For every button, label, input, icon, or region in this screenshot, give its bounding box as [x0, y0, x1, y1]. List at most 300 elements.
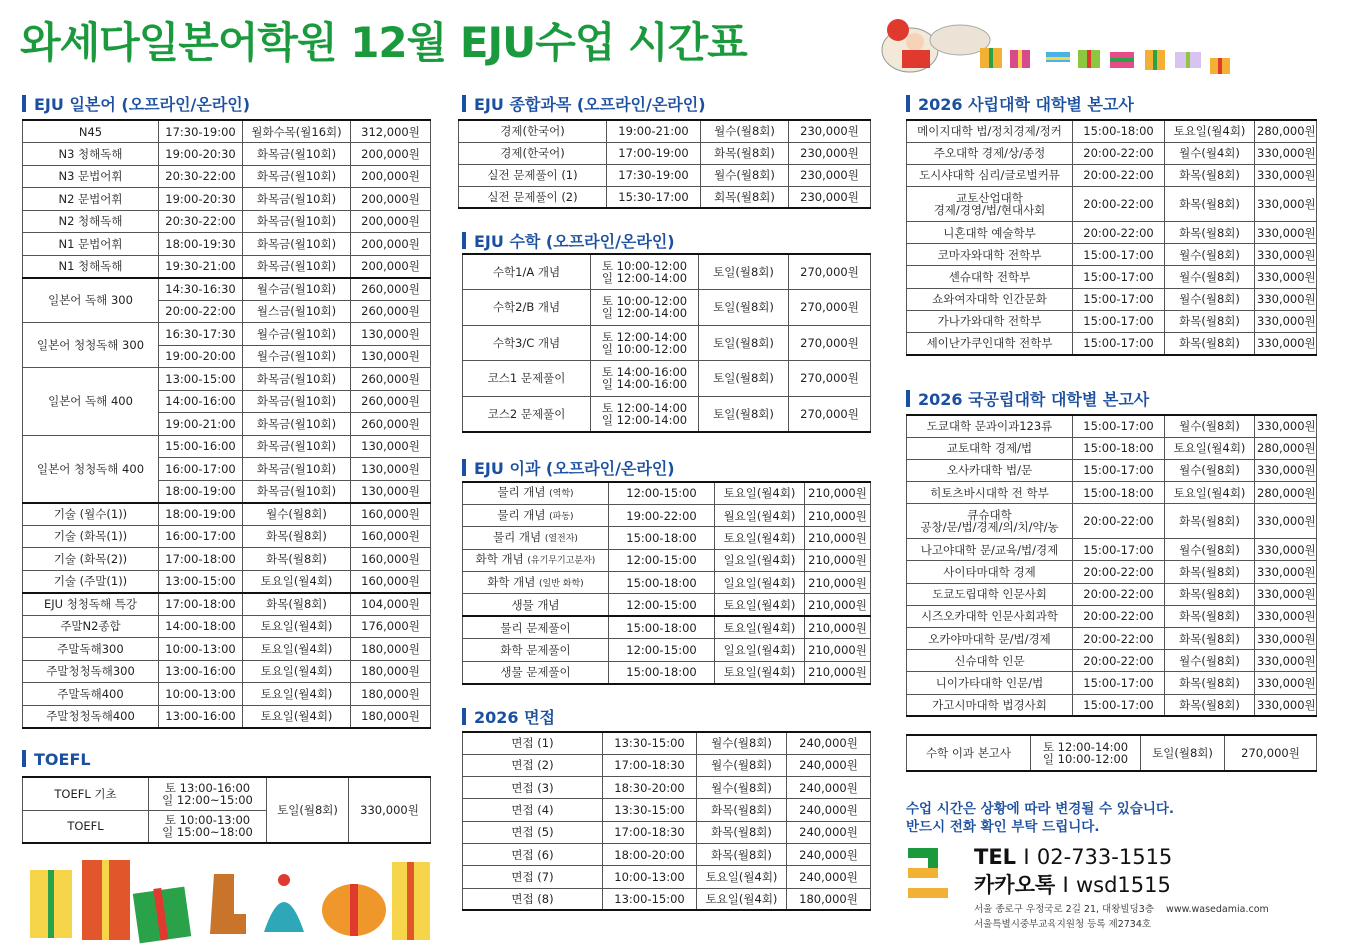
table-row	[23, 503, 431, 526]
class-time: 10:00-13:00	[159, 638, 243, 661]
class-time: 20:00-22:00	[1073, 583, 1165, 605]
section-sci: EJU 이과 (오프라인/온라인)	[462, 456, 675, 479]
class-time: 19:00-20:30	[159, 188, 243, 211]
class-price: 280,000원	[1255, 482, 1317, 504]
class-time: 16:00-17:00	[159, 525, 243, 548]
course-name: 코스1 문제풀이	[463, 361, 591, 397]
class-days: 토요일(월4회)	[243, 660, 351, 683]
table-row	[459, 120, 871, 142]
class-time: 15:00-18:00	[609, 572, 715, 594]
class-price: 330,000원	[1255, 561, 1317, 583]
course-name: 기술 (화목(2))	[23, 548, 159, 571]
class-price: 200,000원	[351, 188, 431, 211]
course-name: 면접 (5)	[463, 821, 603, 843]
class-time: 14:00-18:00	[159, 615, 243, 638]
class-time: 13:00-15:00	[159, 368, 243, 391]
class-days: 월수(월8회)	[701, 164, 789, 186]
table-row	[907, 244, 1317, 266]
class-time: 15:00-17:00	[1073, 459, 1165, 481]
class-price: 160,000원	[351, 503, 431, 526]
class-price: 330,000원	[1255, 222, 1317, 244]
class-time: 토 14:00-16:00 일 14:00-16:00	[591, 361, 699, 397]
toefl-course: TOEFL 기초	[23, 777, 149, 810]
registration: 서울특별시중부교육지원청 등록 제2734호	[974, 919, 1152, 930]
class-days: 화목금(월10회)	[243, 435, 351, 458]
class-price: 260,000원	[351, 390, 431, 413]
national-exam-table	[906, 414, 1317, 717]
class-price: 260,000원	[351, 278, 431, 301]
class-price: 210,000원	[805, 482, 871, 504]
university-name: 오사카대학 법/문	[907, 459, 1073, 481]
class-days: 화목(월8회)	[1165, 504, 1255, 539]
course-name: 생물 개념	[463, 594, 609, 616]
course-name: 화학 개념 (유기무기고분자)	[463, 549, 609, 571]
class-price: 330,000원	[1255, 539, 1317, 561]
class-price: 270,000원	[789, 325, 871, 361]
class-price: 330,000원	[1255, 266, 1317, 288]
class-days: 토요일(월4회)	[715, 616, 805, 638]
university-name: 도시샤대학 심리/글로벌커뮤	[907, 164, 1073, 186]
class-days: 토요일(월4회)	[1165, 482, 1255, 504]
university-name: 교토대학 경제/법	[907, 437, 1073, 459]
table-row	[907, 672, 1317, 694]
class-days: 화목(월8회)	[697, 799, 787, 821]
section-jp: EJU 일본어 (오프라인/온라인)	[22, 92, 250, 115]
class-price: 240,000원	[787, 843, 871, 865]
class-price: 330,000원	[1255, 142, 1317, 164]
class-time: 13:00-16:00	[159, 660, 243, 683]
class-days: 토일(월8회)	[699, 361, 789, 397]
table-row	[463, 799, 871, 821]
class-time: 15:00-18:00	[1073, 120, 1165, 142]
class-time: 13:00-15:00	[603, 888, 697, 910]
class-days: 화목(월8회)	[1165, 310, 1255, 332]
toefl-time: 토 13:00-16:00 일 12:00~15:00	[149, 777, 267, 810]
university-name: 니이가타대학 인문/법	[907, 672, 1073, 694]
class-days: 일요일(월4회)	[715, 572, 805, 594]
class-days: 화목(월8회)	[243, 525, 351, 548]
class-days: 토요일(월4회)	[1165, 120, 1255, 142]
class-price: 130,000원	[351, 435, 431, 458]
class-time: 20:00-22:00	[1073, 222, 1165, 244]
table-row	[907, 694, 1317, 716]
course-name: 면접 (6)	[463, 843, 603, 865]
class-days: 월스금(월10회)	[243, 300, 351, 323]
course-name: 주말청청독해400	[23, 705, 159, 728]
class-time: 15:00-17:00	[1073, 672, 1165, 694]
class-time: 16:00-17:00	[159, 458, 243, 481]
table-row	[907, 333, 1317, 355]
class-days: 화목금(월10회)	[243, 458, 351, 481]
class-price: 200,000원	[351, 255, 431, 278]
table-row	[907, 583, 1317, 605]
class-days: 월수(월8회)	[243, 503, 351, 526]
table-row	[23, 323, 431, 346]
section-private: 2026 사립대학 대학별 본고사	[906, 92, 1134, 115]
class-days: 화목금(월10회)	[243, 165, 351, 188]
table-row	[463, 732, 871, 754]
class-days: 화목(월8회)	[1165, 187, 1255, 222]
table-row	[907, 605, 1317, 627]
class-days: 화목금(월10회)	[243, 233, 351, 256]
class-days: 화목(월8회)	[1165, 628, 1255, 650]
class-price: 210,000원	[805, 572, 871, 594]
jp-schedule-table	[22, 119, 431, 729]
class-days: 토요일(월4회)	[1165, 437, 1255, 459]
class-time: 18:00-19:30	[159, 233, 243, 256]
table-row	[907, 120, 1317, 142]
class-days: 월수(월4회)	[1165, 142, 1255, 164]
class-price: 210,000원	[805, 549, 871, 571]
class-days: 월수(월8회)	[1165, 288, 1255, 310]
comp-schedule-table	[458, 119, 871, 209]
table-row	[459, 186, 871, 208]
class-days: 화목(월8회)	[697, 821, 787, 843]
toefl-days: 토일(월8회)	[267, 777, 349, 843]
course-name: 물리 개념 (역학)	[463, 482, 609, 504]
course-name: EJU 청청독해 특강	[23, 593, 159, 616]
university-name: 가고시마대학 법경사회	[907, 694, 1073, 716]
class-time: 18:00-19:00	[159, 480, 243, 503]
table-row	[463, 777, 871, 799]
class-days: 화목(월8회)	[1165, 672, 1255, 694]
table-row	[463, 482, 871, 504]
class-price: 280,000원	[1255, 437, 1317, 459]
table-row	[23, 143, 431, 166]
course-name: 실전 문제풀이 (2)	[459, 186, 607, 208]
class-days: 화목(월8회)	[1165, 222, 1255, 244]
class-days: 월수금(월10회)	[243, 345, 351, 368]
class-days: 월수금(월10회)	[243, 278, 351, 301]
class-time: 20:00-22:00	[1073, 164, 1165, 186]
class-price: 160,000원	[351, 570, 431, 593]
table-row	[463, 888, 871, 910]
university-name: 나고야대학 문/교육/법/경제	[907, 539, 1073, 561]
class-time: 17:00-18:30	[603, 754, 697, 776]
table-row	[463, 594, 871, 616]
class-price: 270,000원	[789, 290, 871, 326]
class-price: 230,000원	[789, 186, 871, 208]
class-price: 260,000원	[351, 300, 431, 323]
class-time: 12:00-15:00	[609, 639, 715, 661]
course-name: 일본어 청청독해 400	[23, 435, 159, 503]
class-time: 20:00-22:00	[1073, 504, 1165, 539]
course-name: 면접 (7)	[463, 866, 603, 888]
interview-schedule-table	[462, 731, 871, 911]
table-row	[907, 628, 1317, 650]
table-row	[463, 661, 871, 683]
class-price: 200,000원	[351, 143, 431, 166]
section-interview: 2026 면접	[462, 705, 555, 728]
table-row	[463, 396, 871, 432]
class-days: 화목금(월10회)	[243, 480, 351, 503]
table-row	[459, 164, 871, 186]
class-days: 월수(월8회)	[1165, 650, 1255, 672]
table-row	[463, 821, 871, 843]
class-time: 20:00-22:00	[159, 300, 243, 323]
course-name: 경제(한국어)	[459, 120, 607, 142]
class-time: 20:00-22:00	[1073, 187, 1165, 222]
class-price: 210,000원	[805, 661, 871, 683]
class-price: 104,000원	[351, 593, 431, 616]
class-days: 화목(월8회)	[1165, 333, 1255, 355]
kakao-id[interactable]: wsd1515	[1075, 873, 1171, 897]
table-row	[23, 120, 431, 143]
gifts-illustration	[24, 852, 434, 947]
class-time: 15:00-17:00	[1073, 539, 1165, 561]
class-time: 19:00-20:30	[159, 143, 243, 166]
class-price: 330,000원	[1255, 187, 1317, 222]
class-days: 일요일(월4회)	[715, 549, 805, 571]
class-price: 200,000원	[351, 233, 431, 256]
course-name: N1 청해독해	[23, 255, 159, 278]
class-price: 230,000원	[789, 120, 871, 142]
exam-time: 토 12:00-14:00 일 10:00-12:00	[1031, 735, 1141, 771]
class-days: 월수(월8회)	[1165, 415, 1255, 437]
university-name: 세이난가쿠인대학 전학부	[907, 333, 1073, 355]
table-row	[23, 615, 431, 638]
table-row	[23, 525, 431, 548]
course-name: N1 문법어휘	[23, 233, 159, 256]
class-price: 270,000원	[789, 361, 871, 397]
course-name: 주말독해400	[23, 683, 159, 706]
course-name: 면접 (1)	[463, 732, 603, 754]
table-row	[23, 165, 431, 188]
class-price: 160,000원	[351, 548, 431, 571]
class-price: 180,000원	[351, 705, 431, 728]
class-days: 화목금(월10회)	[243, 188, 351, 211]
class-time: 17:30-19:00	[159, 120, 243, 143]
class-time: 15:00-17:00	[1073, 310, 1165, 332]
class-days: 일요일(월4회)	[715, 639, 805, 661]
university-name: 주오대학 경제/상/종정	[907, 142, 1073, 164]
class-time: 15:00-18:00	[609, 616, 715, 638]
page-title: 와세다일본어학원 12월 EJU수업 시간표	[20, 18, 747, 67]
class-time: 19:00-21:00	[607, 120, 701, 142]
table-row	[907, 437, 1317, 459]
university-name: 오카야마대학 문/법/경제	[907, 628, 1073, 650]
class-time: 18:00-19:00	[159, 503, 243, 526]
table-row	[907, 288, 1317, 310]
course-name: 화학 문제풀이	[463, 639, 609, 661]
section-comp: EJU 종합과목 (오프라인/온라인)	[462, 92, 706, 115]
table-row	[23, 278, 431, 301]
class-days: 월수금(월10회)	[243, 323, 351, 346]
class-days: 토요일(월4회)	[715, 661, 805, 683]
class-time: 10:00-13:00	[159, 683, 243, 706]
class-price: 260,000원	[351, 413, 431, 436]
class-days: 토요일(월4회)	[715, 527, 805, 549]
table-row	[463, 572, 871, 594]
class-time: 15:00-17:00	[1073, 694, 1165, 716]
class-price: 176,000원	[351, 615, 431, 638]
table-row	[23, 570, 431, 593]
section-math: EJU 수학 (오프라인/온라인)	[462, 229, 675, 252]
class-days: 토일(월8회)	[699, 254, 789, 290]
website-link[interactable]: www.wasedamia.com	[1166, 904, 1269, 915]
class-price: 330,000원	[1255, 244, 1317, 266]
table-row	[463, 866, 871, 888]
class-price: 260,000원	[351, 368, 431, 391]
table-row	[23, 255, 431, 278]
toefl-course: TOEFL	[23, 810, 149, 843]
class-price: 210,000원	[805, 594, 871, 616]
toefl-table	[22, 776, 431, 844]
table-row	[23, 683, 431, 706]
class-time: 17:00-18:00	[159, 593, 243, 616]
class-time: 19:30-21:00	[159, 255, 243, 278]
course-name: 코스2 문제풀이	[463, 396, 591, 432]
table-row	[463, 639, 871, 661]
class-price: 330,000원	[1255, 672, 1317, 694]
table-row	[463, 361, 871, 397]
class-time: 13:00-16:00	[159, 705, 243, 728]
class-time: 15:30-17:00	[607, 186, 701, 208]
class-time: 16:30-17:30	[159, 323, 243, 346]
class-days: 토요일(월4회)	[243, 705, 351, 728]
class-time: 12:00-15:00	[609, 482, 715, 504]
class-time: 12:00-15:00	[609, 594, 715, 616]
class-days: 화목(월8회)	[243, 548, 351, 571]
class-time: 14:30-16:30	[159, 278, 243, 301]
course-name: 면접 (3)	[463, 777, 603, 799]
class-time: 15:00-18:00	[609, 527, 715, 549]
class-days: 회목(월8회)	[701, 186, 789, 208]
table-row	[907, 561, 1317, 583]
class-price: 180,000원	[787, 888, 871, 910]
class-days: 월수(월8회)	[701, 120, 789, 142]
class-time: 14:00-16:00	[159, 390, 243, 413]
university-name: 니혼대학 예술학부	[907, 222, 1073, 244]
course-name: 수학2/B 개념	[463, 290, 591, 326]
class-days: 월화수목(월16회)	[243, 120, 351, 143]
class-time: 토 12:00-14:00 일 10:00-12:00	[591, 325, 699, 361]
class-days: 월수(월8회)	[1165, 244, 1255, 266]
course-name: 면접 (4)	[463, 799, 603, 821]
tel-label: TEL	[974, 845, 1017, 869]
class-price: 240,000원	[787, 866, 871, 888]
class-time: 15:00-18:00	[1073, 482, 1165, 504]
university-name: 가나가와대학 전학부	[907, 310, 1073, 332]
class-time: 15:00-17:00	[1073, 244, 1165, 266]
university-name: 사이타마대학 경제	[907, 561, 1073, 583]
course-name: N45	[23, 120, 159, 143]
table-row	[463, 254, 871, 290]
class-price: 280,000원	[1255, 120, 1317, 142]
university-name: 히토츠바시대학 전 학부	[907, 482, 1073, 504]
table-row	[23, 705, 431, 728]
class-price: 230,000원	[789, 142, 871, 164]
table-row	[23, 368, 431, 391]
table-row	[907, 187, 1317, 222]
class-days: 토요일(월4회)	[697, 888, 787, 910]
class-price: 330,000원	[1255, 628, 1317, 650]
university-name: 도쿄대학 문과이과123류	[907, 415, 1073, 437]
course-name: 수학1/A 개념	[463, 254, 591, 290]
table-row	[23, 233, 431, 256]
class-price: 210,000원	[805, 527, 871, 549]
exam-price: 270,000원	[1225, 735, 1317, 771]
class-time: 15:00-17:00	[1073, 288, 1165, 310]
class-price: 130,000원	[351, 458, 431, 481]
course-name: 주말청청독해300	[23, 660, 159, 683]
section-national: 2026 국공립대학 대학별 본고사	[906, 387, 1149, 410]
course-name: 일본어 독해 400	[23, 368, 159, 436]
class-price: 210,000원	[805, 616, 871, 638]
class-time: 15:00-17:00	[1073, 266, 1165, 288]
class-time: 17:00-19:00	[607, 142, 701, 164]
private-exam-table	[906, 119, 1317, 356]
class-price: 240,000원	[787, 732, 871, 754]
class-days: 토요일(월4회)	[715, 594, 805, 616]
class-days: 화목금(월10회)	[243, 210, 351, 233]
class-days: 화목(월8회)	[1165, 583, 1255, 605]
table-row	[23, 638, 431, 661]
exam-days: 토일(월8회)	[1141, 735, 1225, 771]
course-name: 일본어 독해 300	[23, 278, 159, 323]
class-time: 12:00-15:00	[609, 549, 715, 571]
table-row	[23, 593, 431, 616]
table-row	[463, 843, 871, 865]
table-row	[23, 210, 431, 233]
class-time: 15:00-17:00	[1073, 415, 1165, 437]
course-name: 기술 (화목(1))	[23, 525, 159, 548]
class-days: 월수(월8회)	[1165, 539, 1255, 561]
class-days: 토일(월8회)	[699, 396, 789, 432]
class-time: 토 12:00-14:00 일 12:00-14:00	[591, 396, 699, 432]
mathsci-exam-table	[906, 734, 1317, 772]
santa-gifts-illustration	[860, 10, 1240, 80]
course-name: 생물 문제풀이	[463, 661, 609, 683]
course-name: N2 청해독해	[23, 210, 159, 233]
university-name: 쇼와여자대학 인간문화	[907, 288, 1073, 310]
class-days: 월수(월8회)	[1165, 266, 1255, 288]
class-price: 330,000원	[1255, 583, 1317, 605]
class-time: 19:00-22:00	[609, 504, 715, 526]
class-price: 330,000원	[1255, 164, 1317, 186]
table-row	[463, 549, 871, 571]
class-days: 화목금(월10회)	[243, 390, 351, 413]
table-row	[907, 222, 1317, 244]
course-name: N3 청해독해	[23, 143, 159, 166]
course-name: 실전 문제풀이 (1)	[459, 164, 607, 186]
table-row	[907, 415, 1317, 437]
course-name: 물리 개념 (열전자)	[463, 527, 609, 549]
class-time: 15:00-16:00	[159, 435, 243, 458]
class-time: 20:00-22:00	[1073, 142, 1165, 164]
class-time: 13:30-15:00	[603, 732, 697, 754]
course-name: 주말독해300	[23, 638, 159, 661]
class-days: 화목금(월10회)	[243, 413, 351, 436]
class-price: 180,000원	[351, 660, 431, 683]
class-time: 17:00-18:30	[603, 821, 697, 843]
contact-info: TEL I 02-733-1515 카카오톡 I wsd1515	[974, 845, 1173, 897]
class-price: 130,000원	[351, 323, 431, 346]
class-days: 화목(월8회)	[697, 843, 787, 865]
class-price: 312,000원	[351, 120, 431, 143]
table-row	[463, 325, 871, 361]
class-time: 20:30-22:00	[159, 210, 243, 233]
class-days: 토요일(월4회)	[243, 638, 351, 661]
tel-number[interactable]: 02-733-1515	[1036, 845, 1173, 869]
class-days: 화목금(월10회)	[243, 143, 351, 166]
class-days: 토일(월8회)	[699, 325, 789, 361]
class-time: 19:00-21:00	[159, 413, 243, 436]
table-row	[907, 459, 1317, 481]
class-time: 20:00-22:00	[1073, 561, 1165, 583]
class-days: 화목(월8회)	[1165, 605, 1255, 627]
course-name: 일본어 청청독해 300	[23, 323, 159, 368]
